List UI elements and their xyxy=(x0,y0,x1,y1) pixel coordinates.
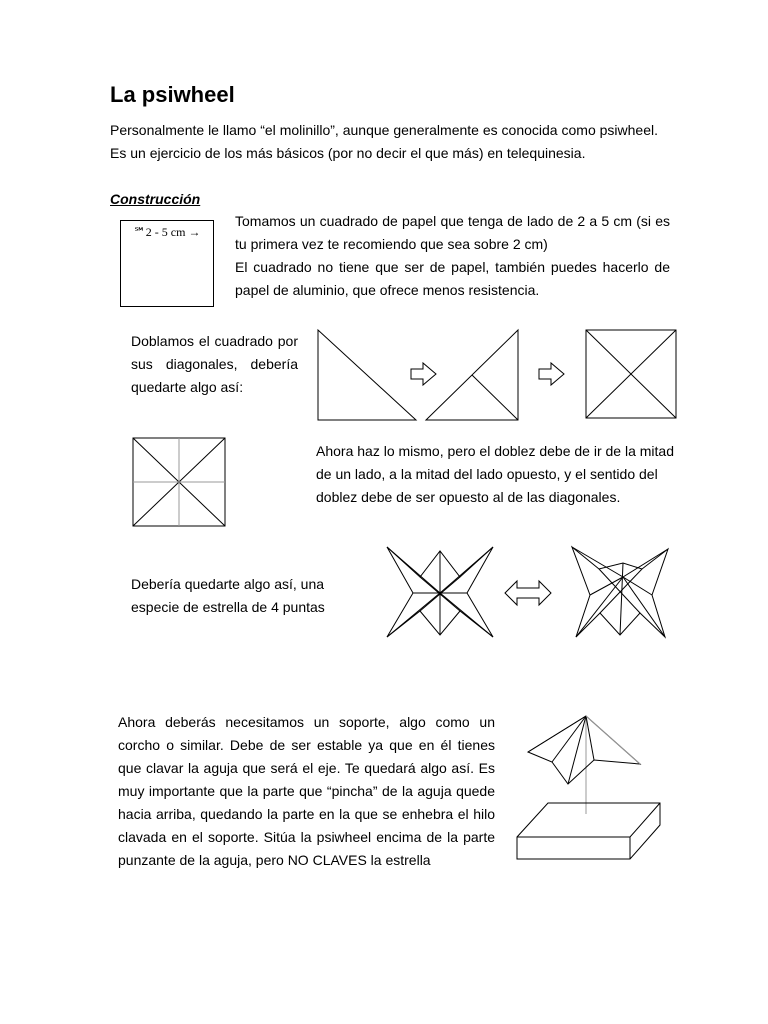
square-paragraph-1: Tomamos un cuadrado de papel que tenga de lado de 2 a 5 cm (si es tu primera vez te recomiendo que sea sobre 2 cm) xyxy=(235,213,670,252)
square-paragraph-2: El cuadrado no tiene que ser de papel, también puedes hacerlo de papel de aluminio, que ofrece menos resistencia. xyxy=(235,259,670,298)
star-perspective-figure xyxy=(572,547,670,639)
paper-square-figure xyxy=(120,220,214,307)
page-title: La psiwheel xyxy=(110,82,235,107)
square-size-label: ℠2 - 5 cm → xyxy=(133,225,201,239)
double-arrow-icon xyxy=(504,580,554,606)
intro-paragraph: Personalmente le llamo “el molinillo”, aunque generalmente es conocida como psiwheel. Es un ejercicio de los más básicos (por no decir el que más) en telequinesia. xyxy=(110,122,658,161)
section-heading: Construcción xyxy=(110,191,201,207)
diagonal-folded-square xyxy=(586,330,678,420)
fold-paragraph: Doblamos el cuadrado por sus diagonales, debería quedarte algo así: xyxy=(131,333,298,395)
fold-step-triangle-folded xyxy=(426,330,520,422)
arrow-right-icon xyxy=(538,362,566,386)
four-point-star-figure xyxy=(387,547,495,639)
midfold-paragraph: Ahora haz lo mismo, pero el doblez debe de ir de la mitad de un lado, a la mitad del lado opuesto, y el sentido del doblez debe de ser opuesto al de las diagonales. xyxy=(316,443,674,505)
support-paragraph: Ahora deberás necesitamos un soporte, algo como un corcho o similar. Debe de ser estable ya que en él tienes que clavar la aguja que será el eje. Te quedará algo así. Es muy importante que la parte que “pincha” de la aguja quede hacia arriba, quedando la parte en la que se enhebra el hilo clavada en el soporte. Sitúa la psiwheel encima de la parte punzante de la aguja, pero NO CLAVES la estrella xyxy=(118,714,495,868)
square-paragraph xyxy=(235,210,670,302)
star-paragraph: Debería quedarte algo así, una especie de estrella de 4 puntas xyxy=(131,576,325,615)
midline-folded-square xyxy=(133,438,227,528)
fold-step-triangle xyxy=(318,330,418,422)
psiwheel-on-support-figure xyxy=(514,714,666,864)
